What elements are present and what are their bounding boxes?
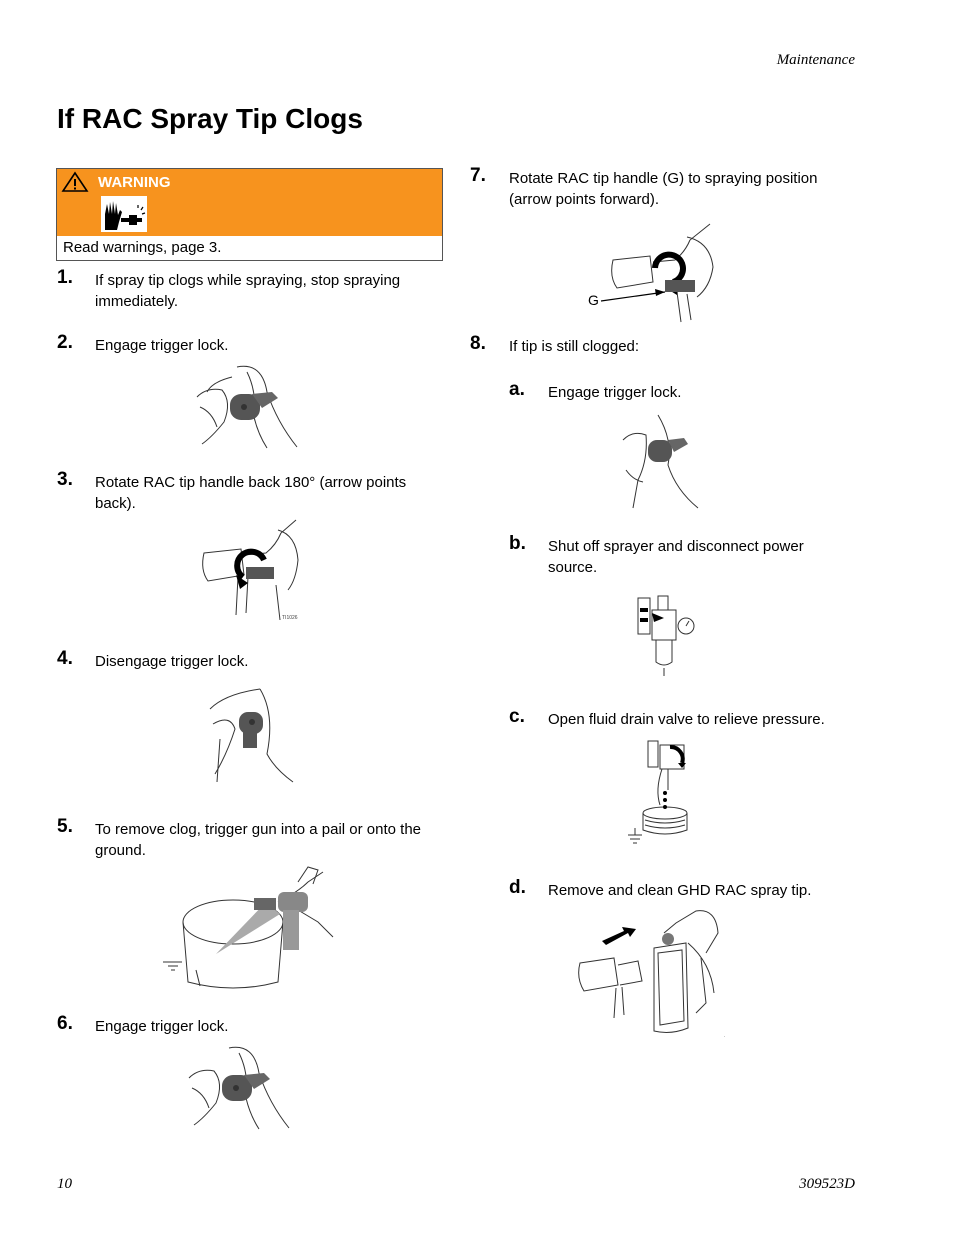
warning-box bbox=[56, 168, 443, 261]
step-text: If tip is still clogged: bbox=[509, 338, 640, 355]
remove-spray-tip-figure bbox=[576, 903, 728, 1038]
page-title: If RAC Spray Tip Clogs bbox=[57, 103, 363, 134]
substep-letter: d. bbox=[509, 877, 526, 898]
step-text: To remove clog, trigger gun into a pail or onto the ground. bbox=[95, 821, 422, 859]
step-text: If spray tip clogs while spraying, stop spraying immediately. bbox=[95, 272, 401, 310]
trigger-lock-engaged-figure bbox=[192, 362, 302, 450]
warning-label: WARNING bbox=[98, 174, 171, 191]
step-number: 5. bbox=[57, 816, 73, 837]
document-number: 309523D bbox=[799, 1176, 855, 1192]
warning-triangle-icon bbox=[61, 171, 89, 193]
step-number: 8. bbox=[470, 333, 486, 354]
step-number: 4. bbox=[57, 648, 73, 669]
rac-tip-spraying-position-figure bbox=[585, 222, 730, 324]
trigger-lock-engaged-figure-2 bbox=[184, 1043, 294, 1131]
shut-off-sprayer-figure bbox=[632, 588, 698, 678]
substep-letter: c. bbox=[509, 706, 525, 727]
step-text: Rotate RAC tip handle (G) to spraying position (arrow points forward). bbox=[509, 170, 818, 208]
step-text: Engage trigger lock. bbox=[95, 1018, 229, 1035]
substep-text: Open fluid drain valve to relieve pressure. bbox=[548, 711, 825, 728]
figure-code: TI1026 bbox=[282, 615, 298, 621]
open-drain-valve-figure bbox=[620, 735, 710, 853]
warning-banner bbox=[57, 169, 442, 236]
step-number: 1. bbox=[57, 267, 73, 288]
page-number: 10 bbox=[57, 1176, 72, 1192]
step-number: 2. bbox=[57, 332, 73, 353]
substep-text: Engage trigger lock. bbox=[548, 384, 682, 401]
step-number: 3. bbox=[57, 469, 73, 490]
step-text: Engage trigger lock. bbox=[95, 337, 229, 354]
trigger-lock-disengaged-figure bbox=[205, 684, 295, 784]
substep-text: Remove and clean GHD RAC spray tip. bbox=[548, 882, 812, 899]
skin-injection-hazard-icon bbox=[101, 196, 147, 232]
trigger-into-pail-figure bbox=[158, 862, 348, 990]
callout-g: G bbox=[588, 292, 599, 308]
substep-letter: a. bbox=[509, 379, 525, 400]
warning-text: Read warnings, page 3. bbox=[63, 239, 222, 256]
substep-text: Shut off sprayer and disconnect power source. bbox=[548, 538, 804, 576]
step-number: 6. bbox=[57, 1013, 73, 1034]
rac-tip-rotated-back-figure bbox=[196, 515, 306, 625]
step-text: Disengage trigger lock. bbox=[95, 653, 249, 670]
running-header: Maintenance bbox=[776, 52, 855, 68]
substep-letter: b. bbox=[509, 533, 526, 554]
step-text: Rotate RAC tip handle back 180° (arrow points back). bbox=[95, 474, 407, 512]
svg-text:.: . bbox=[724, 1033, 726, 1038]
step-number: 7. bbox=[470, 165, 486, 186]
substep-trigger-lock-figure bbox=[618, 410, 700, 510]
